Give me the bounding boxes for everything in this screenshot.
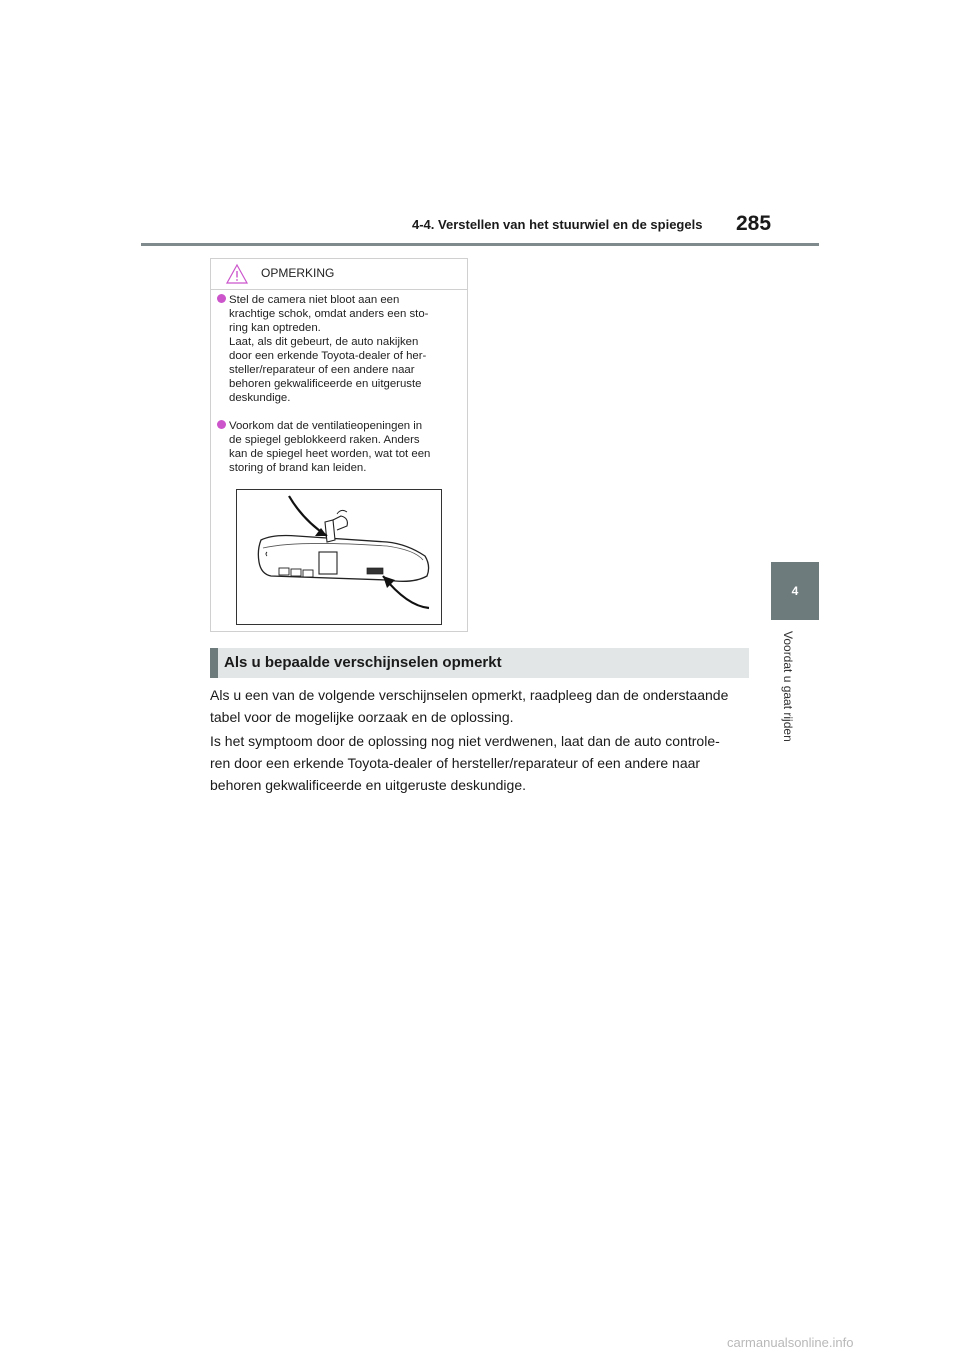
notice-item-text: Stel de camera niet bloot aan een krachtige schok, omdat anders een sto- ring kan optreden. Laat, als dit gebeurt, de auto nakijken door een erkende Toyota-dealer of her- steller/reparateur of een andere naar behoren gekwalificeerde en uitgeruste deskundige.: [229, 294, 429, 404]
chapter-number: 4: [791, 584, 799, 598]
notice-title: OPMERKING: [261, 266, 335, 280]
rear-view-mirror-illustration: [237, 490, 441, 624]
section-heading: Als u bepaalde verschijnselen opmerkt: [210, 648, 749, 678]
notice-box: [210, 258, 468, 632]
page-number: 285: [736, 212, 772, 235]
running-header: 4-4. Verstellen van het stuurwiel en de spiegels: [412, 217, 703, 232]
header-divider: [141, 243, 819, 246]
watermark: carmanualsonline.info: [727, 1335, 854, 1350]
chapter-label: Voordat u gaat rijden: [781, 631, 795, 742]
bullet-icon: [217, 294, 226, 303]
chapter-tab[interactable]: [771, 562, 819, 620]
notice-item: [217, 419, 463, 475]
bullet-icon: [217, 420, 226, 429]
mirror-illustration: [236, 489, 442, 625]
body-paragraph: Als u een van de volgende verschijnselen opmerkt, raadpleeg dan de onderstaande tabel voor de mogelijke oorzaak en de oplossing.: [210, 687, 729, 725]
notice-header: [211, 259, 467, 290]
notice-item: [217, 293, 463, 405]
notice-item-text: Voorkom dat de ventilatieopeningen in de spiegel geblokkeerd raken. Anders kan de spiegel heet worden, wat tot een storing of brand kan leiden.: [229, 420, 431, 474]
body-paragraph: Is het symptoom door de oplossing nog niet verdwenen, laat dan de auto controle- ren door een erkende Toyota-dealer of hersteller/reparateur of een andere naar behoren gekwalificeerde en uitgeruste deskundige.: [210, 733, 720, 793]
warning-triangle-icon: [225, 263, 249, 285]
